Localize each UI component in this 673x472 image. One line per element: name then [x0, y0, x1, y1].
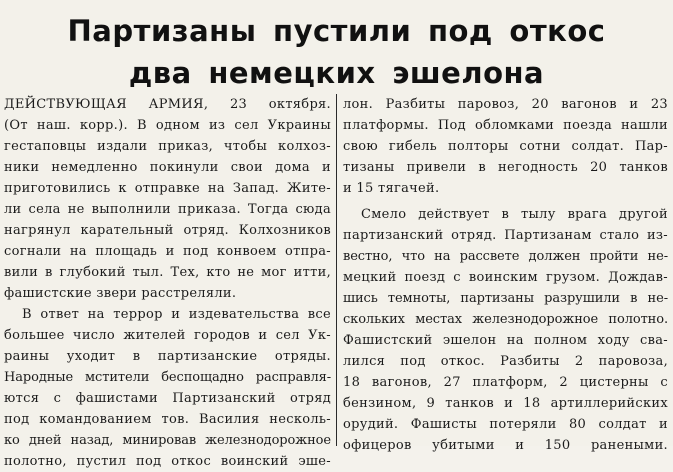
article-line: бензином, 9 танков и 18 артиллерийских	[343, 396, 668, 411]
article-line: фашистские звери расстреляли.	[4, 286, 237, 301]
article-line: приготовились к отправке на Запад. Жите-	[4, 181, 331, 196]
article-line: вестно, что на рассвете должен пройти не-	[343, 249, 668, 264]
article-line: под командованием тов. Василия несколь-	[4, 412, 331, 427]
article-line: согнали на площадь и под конвоем отпра-	[4, 244, 331, 259]
article-line: большее число жителей городов и сел Ук-	[4, 328, 331, 343]
article-line: лился под откос. Разбиты 2 паровоза,	[343, 354, 668, 369]
column-divider	[336, 94, 337, 446]
article-line: офицеров убитыми и 150 ранеными.	[343, 438, 668, 453]
article-line: вили в глубокий тыл. Тех, кто не мог итти,	[4, 265, 331, 280]
article-line: тизаны привели в негодность 20 танков	[343, 160, 668, 175]
article-line: партизанский отряд. Партизанам стало из-	[343, 228, 668, 243]
headline-line-2: два немецких эшелона	[128, 56, 545, 90]
article-right-column	[343, 94, 668, 453]
article-line: гестаповцы издали приказ, чтобы колхоз-	[4, 139, 331, 154]
article-line: Смело действует в тылу врага другой	[361, 207, 668, 222]
article-line: орудий. Фашисты потеряли 80 солдат и	[343, 417, 668, 432]
article-line: платформы. Под обломками поезда нашли	[343, 118, 668, 133]
article-line: раины уходит в партизанские отряды.	[4, 349, 331, 364]
article-line: нагрянул карательный отряд. Колхозников	[4, 223, 331, 238]
article-line: скольких местах железнодорожное полотно.	[343, 312, 668, 327]
article-line: полотно, пустил под откос воинский эше-	[4, 454, 331, 469]
article-line: лон. Разбиты паровоз, 20 вагонов и 23	[343, 97, 668, 112]
headline-line-1: Партизаны пустили под откос	[67, 14, 606, 48]
article-line: Народные мстители беспощадно расправля-	[4, 370, 331, 385]
article-line: ли села не выполнили приказа. Тогда сюда	[4, 202, 331, 217]
article-line: шись темноты, партизаны разрушили в не-	[343, 291, 668, 306]
article-left-column	[4, 94, 331, 469]
article-line: ются с фашистами Партизанский отряд	[4, 391, 331, 406]
article-line: ко дней назад, минировав железнодорожное	[4, 433, 331, 448]
article-line: мецкий поезд с воинским грузом. Дождав-	[343, 270, 668, 285]
article-line: Фашистский эшелон на полном ходу сва-	[343, 333, 668, 348]
article-line: (От наш. корр.). В одном из сел Украины	[4, 118, 331, 133]
article-line: 18 вагонов, 27 платформ, 2 цистерны с	[343, 375, 668, 390]
article-line: свою гибель полторы сотни солдат. Пар-	[343, 139, 668, 154]
article-line: ники немедленно покинули свои дома и	[4, 160, 331, 175]
article-line: ДЕЙСТВУЮЩАЯ АРМИЯ, 23 октября.	[4, 97, 331, 112]
article-line: и 15 тягачей.	[343, 181, 440, 196]
article-line: В ответ на террор и издевательства все	[22, 307, 331, 322]
